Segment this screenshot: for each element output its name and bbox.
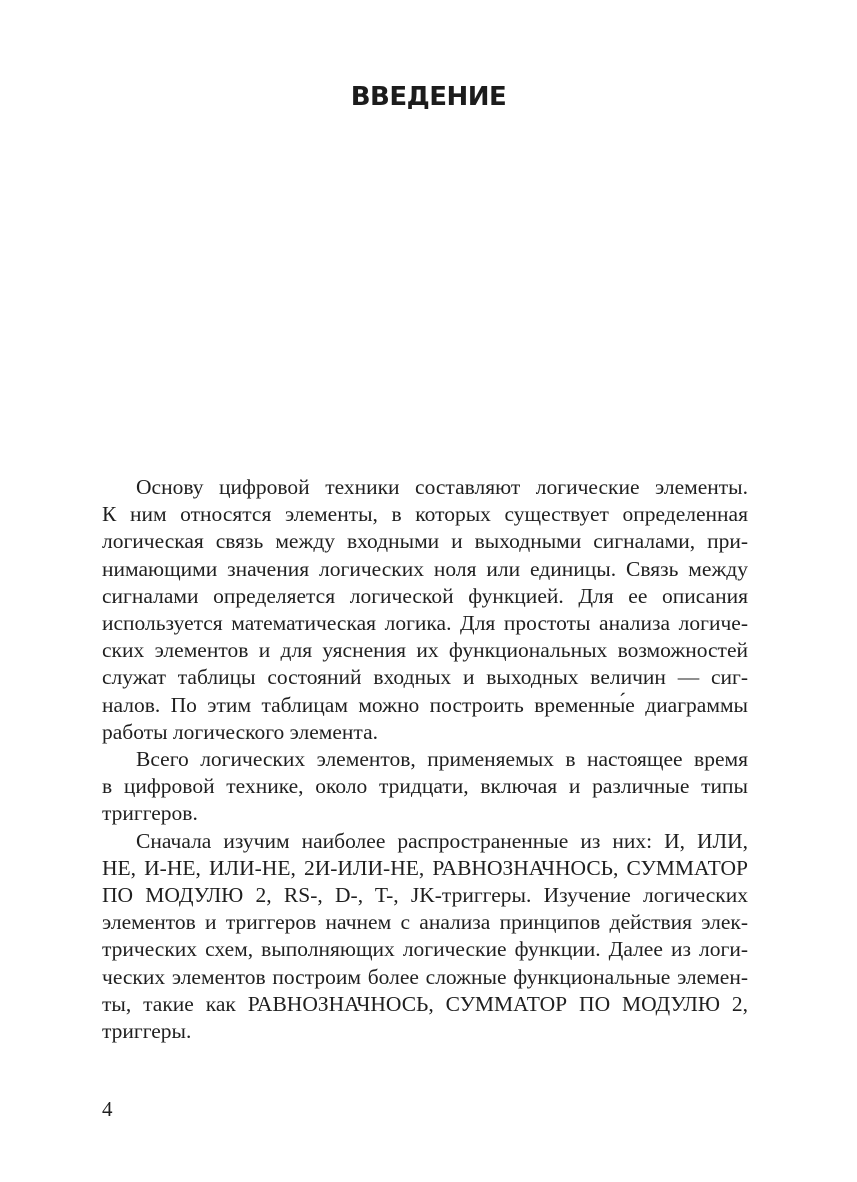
text-line: Сначала изучим наиболее распространенные из них: И, ИЛИ,: [136, 828, 748, 853]
text-line: НЕ, И-НЕ, ИЛИ-НЕ, 2И-ИЛИ-НЕ, РАВНОЗНАЧНОСЬ, СУММАТОР: [102, 855, 748, 880]
text-line: триггеры.: [102, 1019, 192, 1044]
text-line: Всего логических элементов, применяемых в настоящее время: [136, 747, 748, 772]
text-line: логическая связь между входными и выходными сигналами, при-: [102, 529, 748, 554]
text-line: Основу цифровой техники составляют логические элементы.: [136, 475, 748, 499]
paragraph-2: [102, 746, 748, 828]
text-line: используется математическая логика. Для простоты анализа логиче-: [102, 611, 748, 636]
text-line: элементов и триггеров начнем с анализа принципов действия элек-: [102, 910, 748, 935]
text-line: в цифровой технике, около тридцати, включая и различные типы: [102, 774, 748, 799]
text-line: триггеров.: [102, 801, 198, 826]
text-line: ты, такие как РАВНОЗНАЧНОСЬ, СУММАТОР ПО МОДУЛЮ 2,: [102, 991, 748, 1016]
text-line: К ним относятся элементы, в которых существует определенная: [102, 502, 748, 527]
chapter-title: ВВЕДЕНИЕ: [350, 82, 507, 112]
text-line: сигналами определяется логической функцией. Для ее описания: [102, 583, 748, 608]
paragraph-1: [102, 474, 748, 746]
paragraph-3: [102, 828, 748, 1046]
body-text: [102, 474, 748, 1045]
text-line: служат таблицы состояний входных и выходных величин — сиг-: [102, 665, 748, 690]
page-number: 4: [102, 1097, 113, 1121]
text-line: ских элементов и для уяснения их функциональных возможностей: [102, 638, 748, 663]
text-line: ческих элементов построим более сложные функциональные элемен-: [102, 964, 748, 989]
text-line: налов. По этим таблицам можно построить временны́е диаграммы: [102, 692, 748, 717]
text-line: работы логического элемента.: [102, 719, 379, 744]
text-line: ПО МОДУЛЮ 2, RS-, D-, T-, JK-триггеры. Изучение логических: [102, 883, 748, 908]
text-line: нимающими значения логических ноля или единицы. Связь между: [102, 556, 748, 581]
text-line: трических схем, выполняющих логические функции. Далее из логи-: [102, 937, 748, 962]
